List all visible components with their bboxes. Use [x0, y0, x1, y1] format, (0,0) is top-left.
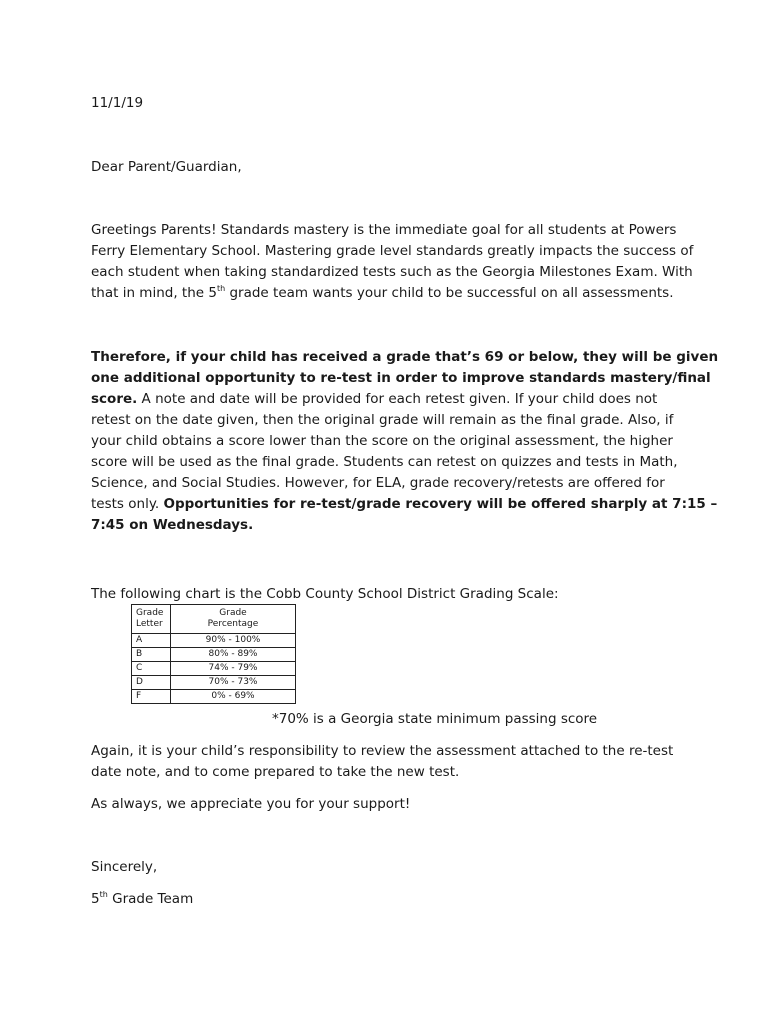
- chart-intro: The following chart is the Cobb County School District Grading Scale:: [91, 586, 559, 602]
- table-row: [132, 648, 296, 662]
- grade-range-cell: 70% - 73%: [171, 676, 296, 690]
- letter-date: 11/1/19: [91, 95, 144, 111]
- grade-range-cell: 74% - 79%: [171, 662, 296, 676]
- responsibility-paragraph: [91, 741, 681, 783]
- salutation: Dear Parent/Guardian,: [91, 159, 242, 175]
- closing: Sincerely,: [91, 859, 158, 875]
- grade-range-cell: 0% - 69%: [171, 690, 296, 704]
- grade-range-cell: 90% - 100%: [171, 634, 296, 648]
- intro-line: each student when taking standardized tests such as the Georgia Milestones Exam. With: [91, 264, 693, 280]
- retest-line: retest on the date given, then the original grade will remain as the final grade. Also, if: [91, 412, 674, 428]
- retest-line: your child obtains a score lower than the score on the original assessment, the higher: [91, 433, 673, 449]
- retest-line: score will be used as the final grade. Students can retest on quizzes and tests in Math,: [91, 454, 678, 470]
- grade-letter-cell: B: [132, 648, 171, 662]
- responsibility-line: date note, and to come prepared to take the new test.: [91, 764, 460, 780]
- appreciation-line: As always, we appreciate you for your support!: [91, 796, 411, 812]
- intro-line: Greetings Parents! Standards mastery is the immediate goal for all students at Powers: [91, 222, 677, 238]
- grade-letter-cell: C: [132, 662, 171, 676]
- header-grade-percentage: Grade Percentage: [171, 605, 296, 634]
- intro-line: Ferry Elementary School. Mastering grade level standards greatly impacts the success of: [91, 243, 694, 259]
- header-grade-letter: Grade Letter: [132, 605, 171, 634]
- signature: 5th Grade Team: [91, 889, 194, 907]
- table-row: [132, 662, 296, 676]
- grade-letter-cell: D: [132, 676, 171, 690]
- table-header-row: [132, 605, 296, 634]
- retest-line: score. A note and date will be provided for each retest given. If your child does not: [91, 391, 658, 407]
- intro-line: that in mind, the 5th grade team wants your child to be successful on all assessments.: [91, 283, 674, 301]
- retest-line: Science, and Social Studies. However, for ELA, grade recovery/retests are offered for: [91, 475, 665, 491]
- table-row: [132, 690, 296, 704]
- table-row: [132, 676, 296, 690]
- retest-bold-line: Therefore, if your child has received a grade that’s 69 or below, they will be given: [91, 349, 719, 365]
- grade-letter-cell: F: [132, 690, 171, 704]
- grade-range-cell: 80% - 89%: [171, 648, 296, 662]
- intro-paragraph: [91, 220, 694, 304]
- retest-paragraph: [91, 347, 719, 536]
- retest-bold-line: one additional opportunity to re-test in order to improve standards mastery/final: [91, 370, 711, 386]
- passing-score-note: *70% is a Georgia state minimum passing score: [272, 711, 598, 727]
- retest-line: tests only. Opportunities for re-test/grade recovery will be offered sharply at 7:15 –: [91, 496, 718, 512]
- table-row: [132, 634, 296, 648]
- retest-bold-line: 7:45 on Wednesdays.: [91, 517, 254, 533]
- responsibility-line: Again, it is your child’s responsibility to review the assessment attached to the re-test: [91, 743, 674, 759]
- grade-letter-cell: A: [132, 634, 171, 648]
- grading-scale-table: [131, 604, 296, 704]
